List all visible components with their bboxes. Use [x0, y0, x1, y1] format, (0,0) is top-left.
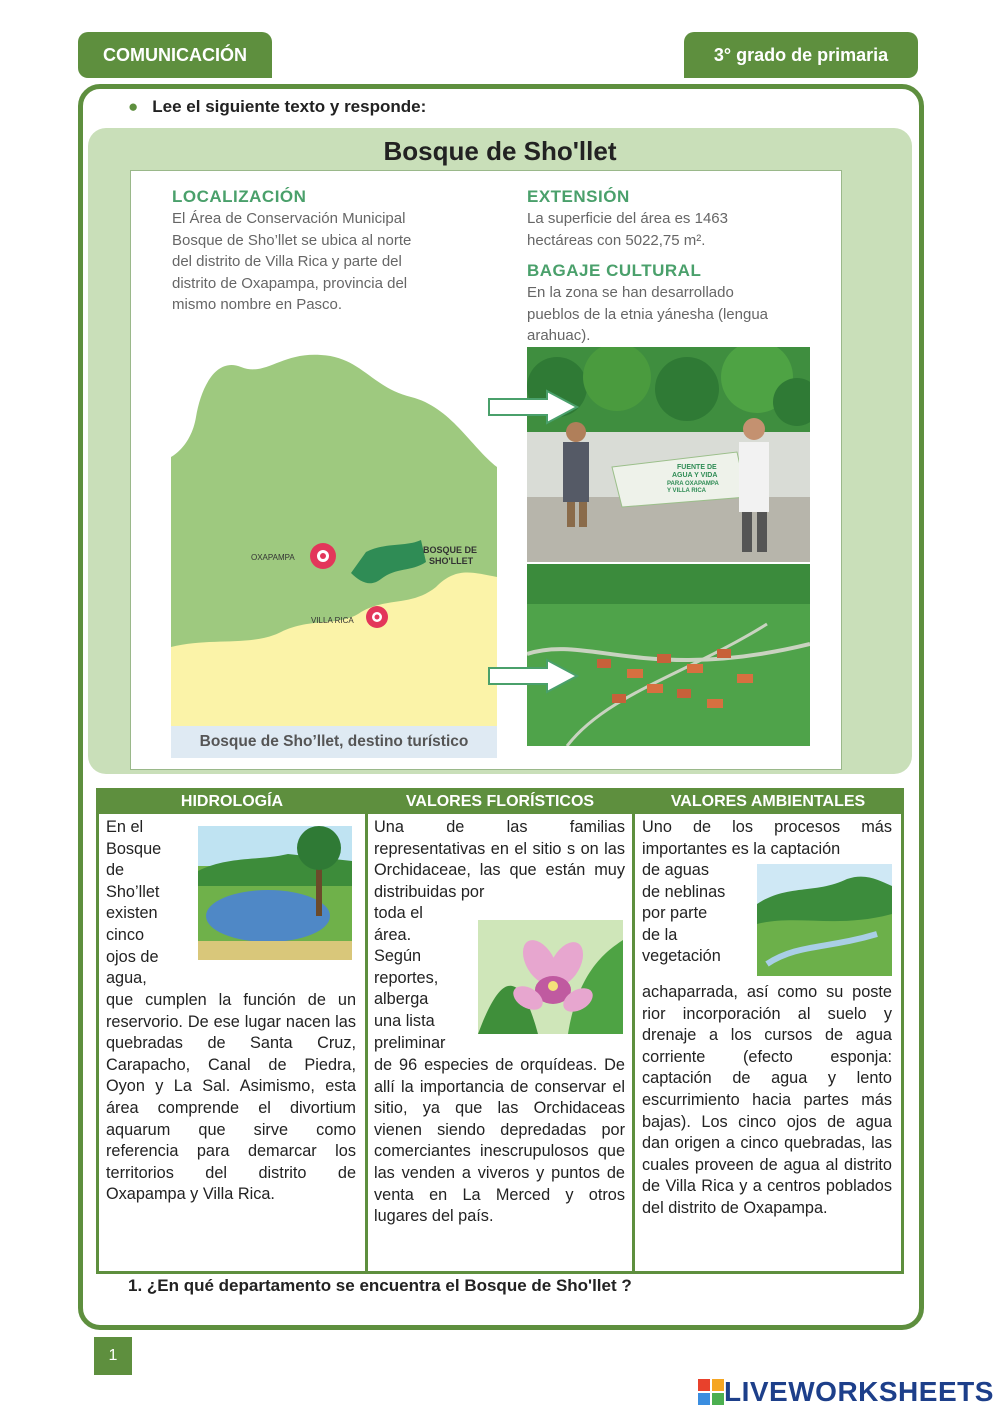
- text-line: mismo nombre en Pasco.: [172, 296, 343, 313]
- instruction-text: Lee el siguiente texto y responde:: [152, 97, 427, 116]
- banner-line-4: Y VILLA RICA: [667, 488, 707, 494]
- hidrologia-side-text: [106, 817, 188, 990]
- text-line: una lista: [374, 1011, 435, 1030]
- map-label-villa-rica: VILLA RICA: [311, 616, 354, 625]
- text-line: alberga: [374, 990, 429, 1009]
- localizacion-heading: LOCALIZACIÓN: [172, 187, 307, 206]
- localizacion-text: [172, 208, 411, 316]
- text-line: del distrito de Villa Rica y parte del: [172, 253, 402, 270]
- banner-line-2: AGUA Y VIDA: [672, 472, 718, 479]
- bagaje-heading: BAGAJE CULTURAL: [527, 261, 702, 280]
- text-line: toda el: [374, 904, 423, 922]
- text-line: de aguas: [642, 861, 709, 879]
- text-line: existen: [106, 904, 158, 923]
- ambientales-body: achaparrada, así como su poste rior incorporación al suelo y drenaje a los cursos de agua corriente (efecto esponja: captación de agua y lento escurrimiento hacia partes más bajas). Los cinco ojos de agua dan origen a cinco quebradas, las cuales proveen de agua al distrito de Villa Rica y a centros poblados del distrito de Oxapampa.: [642, 983, 892, 1217]
- text-line: La superficie del área es 1463: [527, 210, 728, 227]
- text-line: pueblos de la etnia yánesha (lengua: [527, 305, 769, 323]
- text-line: Bosque de Sho’llet se ubica al norte: [172, 231, 412, 249]
- subject-label: COMUNICACIÓN: [103, 44, 247, 65]
- text-line: Según: [374, 947, 422, 966]
- text-line: Bosque: [106, 839, 162, 858]
- text-line: reportes,: [374, 968, 439, 987]
- orchid-image: [478, 920, 623, 1034]
- map-label-bosque-2: SHO'LLET: [429, 556, 474, 566]
- floristicos-side-text: [374, 903, 464, 1054]
- lake-image: [198, 826, 352, 960]
- text-line: agua,: [106, 969, 147, 988]
- extension-heading: EXTENSIÓN: [527, 187, 630, 206]
- text-line: de neblinas: [642, 882, 726, 901]
- ambientales-side-text: [642, 860, 744, 968]
- floristicos-top: Una de las familias representativas en el sitio s on las Orchidaceae, las que están muy distribuidas por: [374, 818, 625, 901]
- text-line: de: [106, 861, 125, 880]
- map-label-bosque-1: BOSQUE DE: [423, 545, 478, 555]
- liveworksheets-logo: [698, 1376, 994, 1408]
- floristicos-heading: VALORES FLORÍSTICOS: [368, 790, 632, 814]
- grade-label: 3° grado de primaria: [713, 44, 889, 65]
- valley-image: [757, 864, 892, 976]
- text-line: En el: [106, 818, 144, 836]
- text-line: arahuac).: [527, 327, 591, 344]
- banner-line-3: PARA OXAPAMPA: [667, 481, 719, 487]
- floristicos-body: de 96 especies de orquídeas. De allí la importancia de conservar el sitio, ya que las Orchidaceas vienen siendo depredadas por comerciantes inescrupulosos que las venden a viveros y puntos de venta en La Merced y otros lugares del país.: [374, 1056, 625, 1226]
- text-line: distrito de Oxapampa, provincia del: [172, 274, 408, 292]
- page-title: Bosque de Sho'llet: [383, 136, 617, 166]
- question-1: 1. ¿En qué departamento se encuentra el Bosque de Sho'llet ?: [128, 1276, 632, 1295]
- text-line: preliminar: [374, 1033, 446, 1052]
- instruction: [128, 97, 426, 117]
- text-line: El Área de Conservación Municipal: [172, 210, 406, 227]
- extension-text: [527, 208, 728, 251]
- grade-tab: [684, 32, 918, 78]
- text-line: Sho’llet: [106, 882, 160, 901]
- bullet-icon: ●: [128, 97, 139, 116]
- hidrologia-heading: HIDROLOGÍA: [99, 790, 365, 814]
- text-line: ojos de: [106, 947, 159, 966]
- text-line: cinco: [106, 925, 145, 944]
- text-line: de la: [642, 925, 678, 944]
- arrow-right-icon: [487, 658, 579, 694]
- ambientales-top: Uno de los procesos más importantes es la captación: [642, 818, 892, 858]
- village-aerial-image: [527, 564, 810, 746]
- column-divider: [365, 790, 368, 1272]
- text-line: vegetación: [642, 947, 721, 966]
- banner-line-1: FUENTE DE: [677, 464, 717, 471]
- text-line: área.: [374, 925, 412, 944]
- arrow-right-icon: [487, 389, 579, 425]
- people-banner-image: [527, 347, 810, 562]
- ambientales-heading: VALORES AMBIENTALES: [635, 790, 901, 814]
- text-line: hectáreas con 5022,75 m².: [527, 231, 706, 249]
- page-number: 1: [94, 1337, 132, 1375]
- text-line: por parte: [642, 904, 708, 923]
- column-divider: [632, 790, 635, 1272]
- subject-tab: [78, 32, 272, 78]
- hidrologia-body: que cumplen la función de un reservorio. De ese lugar nacen las quebradas de Santa Cruz, Carapacho, Canal de Piedra, Oyon y La Sal. Asimismo, esta área comprende el divortium aquarum que sirve como referencia para demarcar los territorios del distrito de Oxapampa y Villa Rica.: [106, 991, 356, 1204]
- liveworksheets-icon: [698, 1379, 724, 1405]
- bagaje-text: [527, 282, 768, 347]
- map-caption: Bosque de Sho’llet, destino turístico: [171, 726, 497, 758]
- map-image: [171, 347, 497, 757]
- map-label-oxapampa: OXAPAMPA: [251, 553, 295, 562]
- text-line: En la zona se han desarrollado: [527, 284, 734, 301]
- brand-text: LIVEWORKSHEETS: [724, 1376, 994, 1407]
